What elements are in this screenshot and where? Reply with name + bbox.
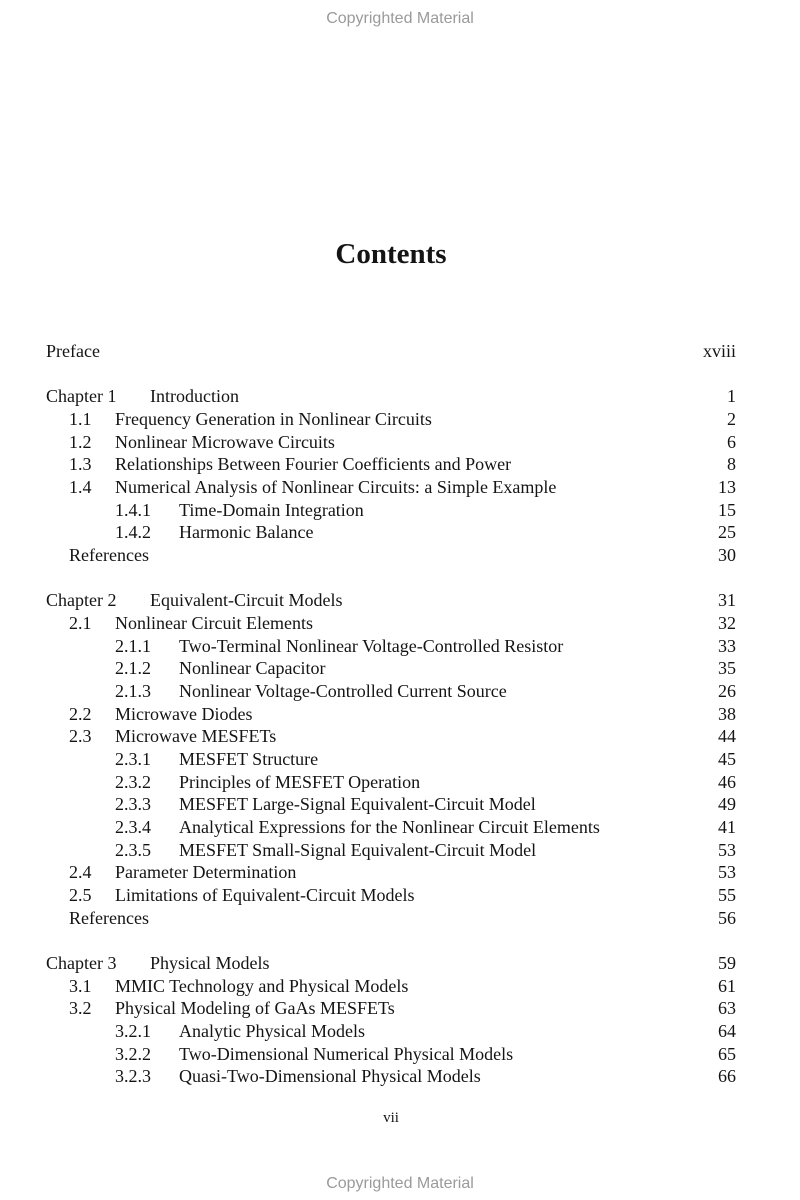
toc-entry-title: Two-Terminal Nonlinear Voltage-Controlled Resistor [179, 635, 564, 656]
toc-entry-subsection[interactable] [46, 816, 736, 839]
toc-entry-subsection[interactable] [46, 635, 736, 658]
toc-entry-subsection[interactable] [46, 771, 736, 794]
toc-entry-title: Nonlinear Capacitor [179, 658, 326, 679]
toc-entry-number: 1.4.2 [115, 522, 151, 543]
toc-entry-title: Microwave Diodes [115, 703, 253, 724]
toc-entry-title: Principles of MESFET Operation [179, 771, 421, 792]
toc-page-number: 25 [718, 522, 736, 543]
toc-entry-number: 3.2.2 [115, 1043, 151, 1064]
toc-page-number: 26 [718, 680, 736, 701]
toc-entry-title: References [69, 907, 149, 928]
toc-entry-subsection[interactable] [46, 1020, 736, 1043]
toc-entry-number: 2.3.2 [115, 771, 151, 792]
toc-entry-number: 2.3 [69, 726, 92, 747]
toc-entry-title: MESFET Large-Signal Equivalent-Circuit Model [179, 794, 536, 815]
toc-spacer [46, 363, 736, 386]
toc-entry-section[interactable] [46, 408, 736, 431]
toc-spacer [46, 930, 736, 953]
toc-entry-subsection[interactable] [46, 657, 736, 680]
toc-page-number: 53 [718, 862, 736, 883]
toc-entry-chapter[interactable] [46, 589, 736, 612]
toc-entry-references[interactable] [46, 907, 736, 930]
toc-page-number: 38 [718, 703, 736, 724]
toc-page-number: 33 [718, 635, 736, 656]
toc-entry-number: 2.5 [69, 885, 92, 906]
toc-entry-number: 2.3.3 [115, 794, 151, 815]
toc-page-number: 13 [718, 476, 736, 497]
toc-entry-number: Chapter 3 [46, 953, 117, 973]
toc-entry-section[interactable] [46, 861, 736, 884]
toc-page-number: 55 [718, 885, 736, 906]
toc-entry-subsection[interactable] [46, 748, 736, 771]
toc-entry-subsection[interactable] [46, 793, 736, 816]
toc-entry-number: 1.2 [69, 431, 92, 452]
toc-page-number: xviii [702, 341, 736, 361]
toc-entry-title: MMIC Technology and Physical Models [115, 975, 409, 996]
toc-entry-section[interactable] [46, 997, 736, 1020]
toc-page-number: 31 [718, 590, 736, 611]
toc-page-number: 35 [718, 658, 736, 679]
toc-entry-section[interactable] [46, 884, 736, 907]
toc-entry-number: 3.2.3 [115, 1066, 151, 1087]
toc-entry-title: Analytical Expressions for the Nonlinear Circuit Elements [179, 817, 600, 838]
toc-entry-title: Physical Modeling of GaAs MESFETs [115, 998, 395, 1019]
toc-entry-section[interactable] [46, 612, 736, 635]
toc-page-number: 41 [718, 817, 736, 838]
toc-entry-title: Limitations of Equivalent-Circuit Models [115, 885, 415, 906]
toc-page-number: 65 [718, 1043, 736, 1064]
toc-page-number: 8 [727, 454, 736, 475]
toc-entry-title: Nonlinear Circuit Elements [115, 612, 313, 633]
toc-page-number: 64 [718, 1021, 736, 1042]
toc-entry-title: MESFET Structure [179, 749, 319, 769]
toc-entry-subsection[interactable] [46, 499, 736, 522]
toc-page-number: 46 [718, 771, 736, 792]
toc-entry-title: Microwave MESFETs [115, 726, 277, 747]
toc-page-number: 59 [718, 953, 736, 973]
toc-page-number: 49 [718, 794, 736, 815]
toc-entry-title: Equivalent-Circuit Models [150, 590, 343, 611]
toc-entry-section[interactable] [46, 725, 736, 748]
toc-entry-title: Harmonic Balance [179, 522, 314, 543]
toc-entry-subsection[interactable] [46, 1065, 736, 1088]
toc-page-number: 56 [718, 907, 736, 928]
toc-page-number: 45 [718, 749, 736, 769]
toc-entry-number: 2.1.2 [115, 658, 151, 679]
toc-page-number: 53 [718, 839, 736, 860]
toc-entry-title: References [69, 545, 149, 565]
table-of-contents [46, 340, 736, 1088]
toc-entry-section[interactable] [46, 453, 736, 476]
toc-entry-title: Frequency Generation in Nonlinear Circuits [115, 408, 432, 429]
toc-page-number: 66 [718, 1066, 736, 1087]
page-folio: vii [383, 1110, 399, 1126]
toc-entry-title: Numerical Analysis of Nonlinear Circuits: a Simple Example [115, 476, 557, 497]
toc-page-number: 1 [727, 386, 736, 407]
toc-entry-section[interactable] [46, 476, 736, 499]
toc-entry-chapter[interactable] [46, 952, 736, 975]
toc-entry-number: 2.3.4 [115, 817, 151, 838]
toc-entry-subsection[interactable] [46, 521, 736, 544]
toc-entry-preface[interactable] [46, 340, 736, 363]
toc-page-number: 2 [727, 408, 736, 429]
toc-entry-number: 3.1 [69, 975, 92, 996]
toc-entry-title: Nonlinear Microwave Circuits [115, 431, 335, 452]
toc-entry-number: 1.3 [69, 454, 92, 475]
toc-entry-title: Two-Dimensional Numerical Physical Models [179, 1043, 514, 1064]
copyright-watermark-bottom: Copyrighted Material [326, 1175, 474, 1192]
toc-page-number: 15 [718, 499, 736, 520]
copyright-watermark-top: Copyrighted Material [326, 10, 474, 27]
toc-entry-number: Chapter 2 [46, 590, 117, 611]
toc-entry-number: 2.1.1 [115, 635, 151, 656]
toc-entry-number: 1.4.1 [115, 499, 151, 520]
toc-entry-title: Relationships Between Fourier Coefficients and Power [115, 454, 512, 475]
toc-entry-subsection[interactable] [46, 1043, 736, 1066]
toc-entry-title: Nonlinear Voltage-Controlled Current Source [179, 680, 507, 701]
toc-entry-section[interactable] [46, 431, 736, 454]
toc-entry-chapter[interactable] [46, 385, 736, 408]
toc-entry-subsection[interactable] [46, 680, 736, 703]
toc-entry-number: 3.2 [69, 998, 92, 1019]
toc-entry-title: Analytic Physical Models [179, 1021, 365, 1042]
toc-entry-subsection[interactable] [46, 839, 736, 862]
toc-entry-number: 2.3.5 [115, 839, 151, 860]
toc-entry-title: MESFET Small-Signal Equivalent-Circuit Model [179, 839, 537, 860]
toc-entry-number: 2.1 [69, 612, 92, 633]
toc-entry-title: Preface [46, 341, 100, 361]
toc-entry-title: Quasi-Two-Dimensional Physical Models [179, 1066, 481, 1087]
toc-entry-number: 2.2 [69, 703, 92, 724]
toc-entry-number: 2.3.1 [115, 749, 151, 769]
toc-page-number: 63 [718, 998, 736, 1019]
page-title: Contents [335, 238, 447, 270]
toc-entry-references[interactable] [46, 544, 736, 567]
toc-page-number: 32 [718, 612, 736, 633]
toc-entry-section[interactable] [46, 703, 736, 726]
toc-entry-section[interactable] [46, 975, 736, 998]
toc-entry-number: 1.4 [69, 476, 92, 497]
toc-entry-title: Parameter Determination [115, 862, 297, 883]
toc-page-number: 61 [718, 975, 736, 996]
toc-page-number: 6 [727, 431, 736, 452]
toc-entry-number: 3.2.1 [115, 1021, 151, 1042]
toc-entry-number: 1.1 [69, 408, 92, 429]
toc-entry-number: 2.4 [69, 862, 92, 883]
toc-entry-number: Chapter 1 [46, 386, 117, 407]
toc-entry-title: Time-Domain Integration [179, 499, 364, 520]
toc-entry-title: Introduction [150, 386, 239, 407]
toc-page-number: 44 [718, 726, 736, 747]
toc-entry-number: 2.1.3 [115, 680, 151, 701]
toc-spacer [46, 567, 736, 590]
toc-entry-title: Physical Models [150, 953, 270, 973]
toc-page-number: 30 [718, 545, 736, 565]
